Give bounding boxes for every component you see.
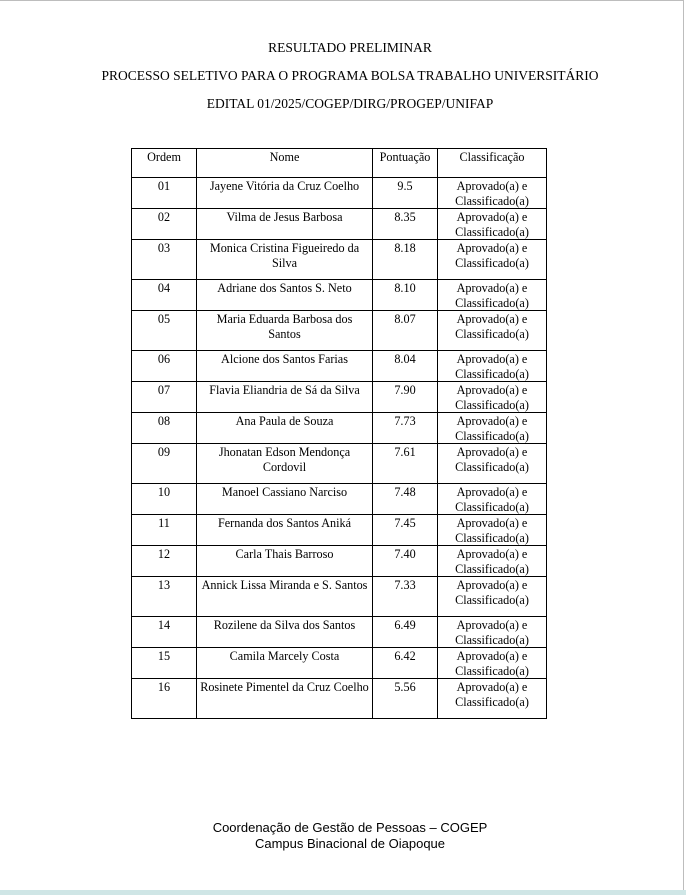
cell-classificacao: Aprovado(a) e Classificado(a): [438, 240, 547, 280]
table-row: [132, 209, 547, 240]
cell-classificacao: Aprovado(a) e Classificado(a): [438, 209, 547, 240]
cell-ordem: 12: [132, 546, 197, 577]
cell-classificacao: Aprovado(a) e Classificado(a): [438, 280, 547, 311]
cell-classificacao: Aprovado(a) e Classificado(a): [438, 444, 547, 484]
table-row: [132, 546, 547, 577]
cell-ordem: 02: [132, 209, 197, 240]
cell-ordem: 01: [132, 178, 197, 209]
cell-nome: Vilma de Jesus Barbosa: [197, 209, 373, 240]
table-row: [132, 382, 547, 413]
cell-nome: Jayene Vitória da Cruz Coelho: [197, 178, 373, 209]
cell-classificacao: Aprovado(a) e Classificado(a): [438, 413, 547, 444]
cell-pontuacao: 6.42: [373, 648, 438, 679]
table-row: [132, 515, 547, 546]
cell-nome: Maria Eduarda Barbosa dos Santos: [197, 311, 373, 351]
cell-pontuacao: 8.10: [373, 280, 438, 311]
cell-ordem: 16: [132, 679, 197, 719]
table-row: [132, 351, 547, 382]
cell-pontuacao: 7.73: [373, 413, 438, 444]
cell-nome: Carla Thais Barroso: [197, 546, 373, 577]
table-row: [132, 240, 547, 280]
cell-classificacao: Aprovado(a) e Classificado(a): [438, 515, 547, 546]
cell-nome: Jhonatan Edson Mendonça Cordovil: [197, 444, 373, 484]
table-row: [132, 679, 547, 719]
cell-classificacao: Aprovado(a) e Classificado(a): [438, 617, 547, 648]
cell-ordem: 13: [132, 577, 197, 617]
results-table: [131, 148, 547, 719]
cell-pontuacao: 7.61: [373, 444, 438, 484]
document-subtitle: PROCESSO SELETIVO PARA O PROGRAMA BOLSA TRABALHO UNIVERSITÁRIO: [101, 68, 599, 83]
footer-campus: Campus Binacional de Oiapoque: [254, 836, 446, 851]
cell-pontuacao: 8.04: [373, 351, 438, 382]
cell-pontuacao: 8.07: [373, 311, 438, 351]
cell-ordem: 11: [132, 515, 197, 546]
cell-ordem: 10: [132, 484, 197, 515]
cell-ordem: 07: [132, 382, 197, 413]
cell-pontuacao: 7.45: [373, 515, 438, 546]
cell-pontuacao: 8.35: [373, 209, 438, 240]
cell-pontuacao: 6.49: [373, 617, 438, 648]
viewer-bottom-bar: [0, 890, 686, 895]
cell-classificacao: Aprovado(a) e Classificado(a): [438, 351, 547, 382]
table-row: [132, 484, 547, 515]
cell-classificacao: Aprovado(a) e Classificado(a): [438, 679, 547, 719]
column-header-ordem: Ordem: [132, 149, 197, 178]
cell-nome: Adriane dos Santos S. Neto: [197, 280, 373, 311]
cell-pontuacao: 5.56: [373, 679, 438, 719]
cell-classificacao: Aprovado(a) e Classificado(a): [438, 546, 547, 577]
cell-nome: Alcione dos Santos Farias: [197, 351, 373, 382]
cell-pontuacao: 7.48: [373, 484, 438, 515]
cell-ordem: 08: [132, 413, 197, 444]
cell-pontuacao: 7.33: [373, 577, 438, 617]
cell-pontuacao: 7.40: [373, 546, 438, 577]
cell-nome: Rosinete Pimentel da Cruz Coelho: [197, 679, 373, 719]
cell-classificacao: Aprovado(a) e Classificado(a): [438, 178, 547, 209]
column-header-pontuacao: Pontuação: [373, 149, 438, 178]
cell-pontuacao: 8.18: [373, 240, 438, 280]
cell-classificacao: Aprovado(a) e Classificado(a): [438, 648, 547, 679]
cell-nome: Manoel Cassiano Narciso: [197, 484, 373, 515]
table-row: [132, 648, 547, 679]
cell-classificacao: Aprovado(a) e Classificado(a): [438, 311, 547, 351]
table-row: [132, 178, 547, 209]
cell-nome: Fernanda dos Santos Aniká: [197, 515, 373, 546]
cell-nome: Monica Cristina Figueiredo da Silva: [197, 240, 373, 280]
table-row: [132, 280, 547, 311]
cell-ordem: 04: [132, 280, 197, 311]
edital-reference: EDITAL 01/2025/COGEP/DIRG/PROGEP/UNIFAP: [206, 96, 494, 111]
cell-ordem: 09: [132, 444, 197, 484]
table-row: [132, 311, 547, 351]
table-header-row: [132, 149, 547, 178]
column-header-nome: Nome: [197, 149, 373, 178]
cell-ordem: 03: [132, 240, 197, 280]
table-row: [132, 413, 547, 444]
cell-classificacao: Aprovado(a) e Classificado(a): [438, 484, 547, 515]
cell-ordem: 06: [132, 351, 197, 382]
cell-classificacao: Aprovado(a) e Classificado(a): [438, 577, 547, 617]
cell-nome: Flavia Eliandria de Sá da Silva: [197, 382, 373, 413]
cell-nome: Camila Marcely Costa: [197, 648, 373, 679]
table-row: [132, 617, 547, 648]
table-row: [132, 577, 547, 617]
cell-ordem: 14: [132, 617, 197, 648]
footer-department: Coordenação de Gestão de Pessoas – COGEP: [212, 820, 488, 835]
cell-classificacao: Aprovado(a) e Classificado(a): [438, 382, 547, 413]
document-title: RESULTADO PRELIMINAR: [268, 40, 432, 55]
cell-nome: Annick Lissa Miranda e S. Santos: [197, 577, 373, 617]
cell-pontuacao: 9.5: [373, 178, 438, 209]
cell-nome: Ana Paula de Souza: [197, 413, 373, 444]
cell-pontuacao: 7.90: [373, 382, 438, 413]
cell-ordem: 05: [132, 311, 197, 351]
column-header-classificacao: Classificação: [438, 149, 547, 178]
cell-ordem: 15: [132, 648, 197, 679]
table-row: [132, 444, 547, 484]
cell-nome: Rozilene da Silva dos Santos: [197, 617, 373, 648]
